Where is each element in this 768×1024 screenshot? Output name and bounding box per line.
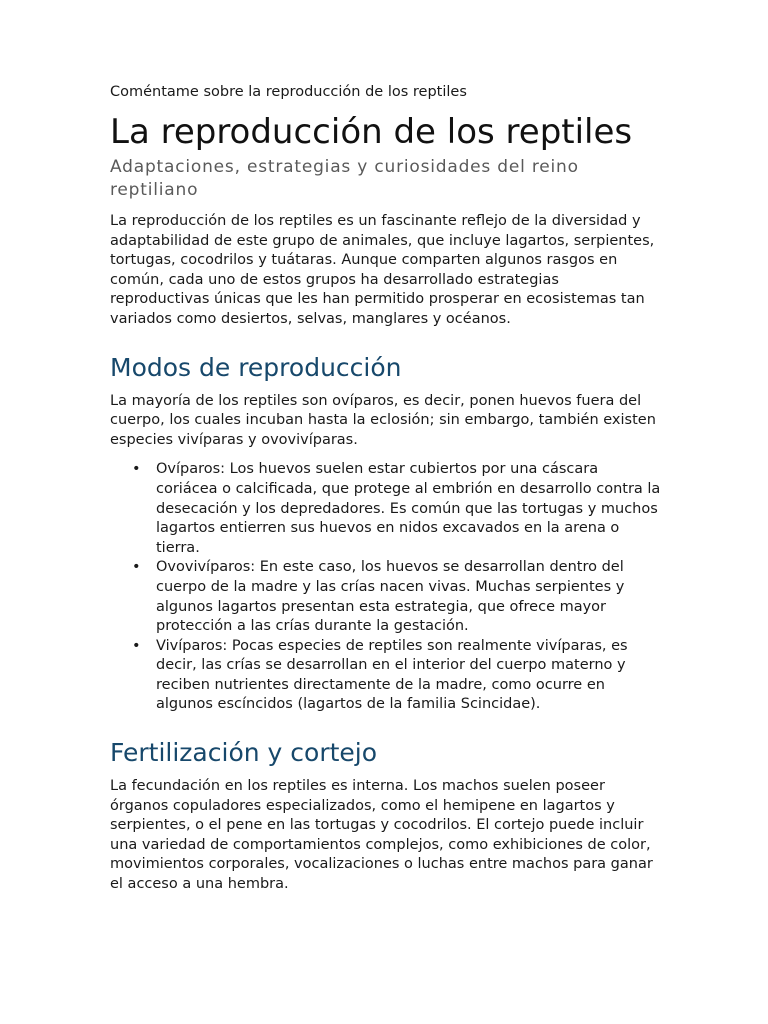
section-paragraph-fertilizacion: La fecundación en los reptiles es interna. Los machos suelen poseer órganos copuladores especializados, como el hemipene en lagartos y serpientes, o el pene en las tortugas y cocodrilos. El cortejo puede incluir una variedad de comportamientos complejos, como exhibiciones de color, movimientos corporales, vocalizaciones o luchas entre machos para ganar el acceso a una hembra. xyxy=(110,778,653,893)
list-item-text: Ovovivíparos: En este caso, los huevos se desarrollan dentro del cuerpo de la madre y las crías nacen vivas. Muchas serpientes y algunos lagartos presentan esta estrategia, que ofrece mayor protección a las crías durante la gestación. xyxy=(156,559,625,635)
list-item xyxy=(110,637,662,715)
list-item-text: Ovíparos: Los huevos suelen estar cubiertos por una cáscara coriácea o calcificada, que protege al embrión en desarrollo contra la desecación y los depredadores. Es común que las tortugas y muchos lagartos entierren sus huevos en nidos excavados en la arena o tierra. xyxy=(156,461,661,556)
user-prompt: Coméntame sobre la reproducción de los reptiles xyxy=(110,84,467,100)
document-title: La reproducción de los reptiles xyxy=(110,112,633,152)
document-subtitle: Adaptaciones, estrategias y curiosidades del reino reptiliano xyxy=(110,157,579,200)
list-item-text: Vivíparos: Pocas especies de reptiles son realmente vivíparas, es decir, las crías se desarrollan en el interior del cuerpo materno y reciben nutrientes directamente de la madre, como ocurre en algunos escíncidos (lagartos de la familia Scincidae). xyxy=(156,637,628,713)
section-paragraph-modos: La mayoría de los reptiles son ovíparos, es decir, ponen huevos fuera del cuerpo, los cuales incuban hasta la eclosión; sin embargo, también existen especies vivíparas y ovovivíparas. xyxy=(110,392,656,448)
bullet-icon: • xyxy=(132,461,141,478)
list-item xyxy=(110,558,662,636)
intro-paragraph: La reproducción de los reptiles es un fascinante reflejo de la diversidad y adaptabilidad de este grupo de animales, que incluye lagartos, serpientes, tortugas, cocodrilos y tuátaras. Aunque comparten algunos rasgos en común, cada uno de estos grupos ha desarrollado estrategias reproductivas únicas que les han permitido prosperar en ecosistemas tan variados como desiertos, selvas, manglares y océanos. xyxy=(110,213,655,327)
bullet-icon: • xyxy=(132,559,141,576)
list-item xyxy=(110,460,662,558)
bullet-icon: • xyxy=(132,637,141,654)
reproduction-modes-list xyxy=(110,460,662,715)
document-page xyxy=(110,82,662,895)
section-heading-fertilizacion: Fertilización y cortejo xyxy=(110,738,378,768)
section-heading-modos: Modos de reproducción xyxy=(110,352,402,382)
